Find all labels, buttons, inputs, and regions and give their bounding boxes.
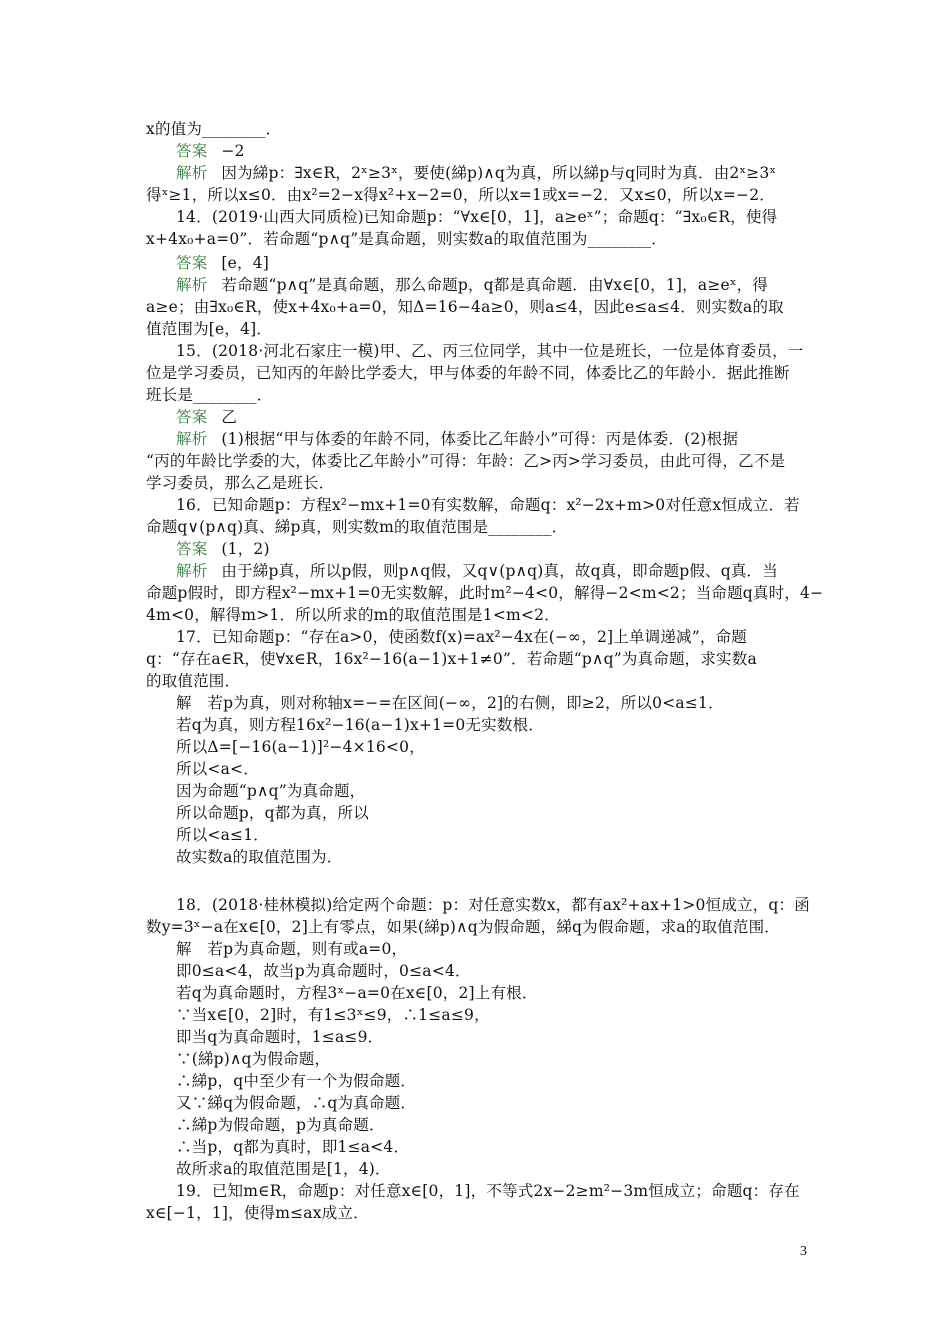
text-line [146, 228, 808, 250]
text-line [146, 472, 808, 494]
line-text: 14．(2019·山西大同质检)已知命题p：“∀x∈[0，1]，a≥eˣ”；命题q：“∃x₀∈R，使得 [176, 208, 778, 226]
line-text: ∵(綈p)∧q为假命题， [176, 1050, 331, 1068]
text-line [176, 140, 808, 162]
text-line [176, 1070, 808, 1092]
text-line [176, 736, 808, 758]
line-text: 由于綈p真，所以p假，则p∧q假，又q∨(p∧q)真，故q真，即命题p假、q真．当 [221, 562, 778, 580]
line-text: x∈[−1，1]，使得m≤ax成立． [146, 1204, 369, 1222]
text-line [176, 938, 808, 960]
text-line [146, 1202, 808, 1224]
line-text: 因为綈p：∃x∈R，2ˣ≥3ˣ，要使(綈p)∧q为真，所以綈p与q同时为真．由2ˣ≥3ˣ [221, 164, 777, 182]
text-line [176, 758, 808, 780]
text-line [176, 274, 808, 296]
line-text: 所以Δ=[−16(a−1)]²−4×16<0， [176, 738, 425, 756]
line-text: 4m<0，解得m>1．所以所求的m的取值范围是1<m<2． [146, 606, 560, 624]
line-text: 若命题“p∧q”是真命题，那么命题p，q都是真命题．由∀x∈[0，1]，a≥eˣ，得 [221, 276, 769, 294]
text-line [176, 1180, 808, 1202]
line-text: x+4x₀+a=0”．若命题“p∧q”是真命题，则实数a的取值范围为________． [146, 230, 667, 248]
analysis-label: 解析 [176, 430, 208, 448]
text-line [176, 846, 808, 868]
text-line [176, 206, 808, 228]
text-line [176, 1114, 808, 1136]
line-text: 解 若p为真命题，则有或a=0， [176, 940, 408, 958]
line-text: 若q为真，则方程16x²−16(a−1)x+1=0无实数根． [176, 716, 544, 734]
text-line [176, 1092, 808, 1114]
line-text: 因为命题“p∧q”为真命题， [176, 782, 366, 800]
text-line [146, 582, 824, 604]
text-line [176, 692, 808, 714]
line-text: “丙的年龄比学委的大，体委比乙年龄小”可得：年龄：乙>丙>学习委员，由此可得，乙不是 [146, 452, 786, 470]
line-text: ∵当x∈[0，2]时，有1≤3ˣ≤9，∴1≤a≤9， [176, 1006, 490, 1024]
text-line [176, 340, 808, 362]
text-line [146, 648, 808, 670]
text-line [176, 1158, 808, 1180]
text-line [176, 1136, 808, 1158]
line-text: ∴当p，q都为真时，即1≤a<4． [176, 1138, 410, 1156]
text-line [176, 824, 808, 846]
text-line [176, 960, 808, 982]
line-text: 数y=3ˣ−a在x∈[0，2]上有零点，如果(綈p)∧q为假命题，綈q为假命题，求a的取值范围． [146, 918, 780, 936]
text-line [176, 428, 808, 450]
analysis-label: 解析 [176, 562, 208, 580]
line-text: 得ˣ≥1，所以x≤0．由x²=2−x得x²+x−2=0，所以x=1或x=−2．又x≤0，所以x=−2． [146, 186, 775, 204]
text-line [176, 780, 808, 802]
line-text: 解 若p为真，则对称轴x=−=在区间(−∞，2]的右侧，即≥2，所以0<a≤1． [176, 694, 724, 712]
answer-label: 答案 [176, 254, 208, 272]
page-number: 3 [800, 1244, 807, 1259]
text-line [176, 1048, 808, 1070]
text-line [176, 406, 808, 428]
analysis-label: 解析 [176, 276, 208, 294]
text-line [176, 1004, 808, 1026]
line-text: 17．已知命题p：“存在a>0，使函数f(x)=ax²−4x在(−∞，2]上单调递减”，命题 [176, 628, 747, 646]
line-text: (1，2) [221, 540, 270, 558]
text-line [146, 604, 808, 626]
line-text: 19．已知m∈R，命题p：对任意x∈[0，1]，不等式2x−2≥m²−3m恒成立；命题q：存在 [176, 1182, 800, 1200]
text-line [146, 670, 808, 692]
line-text: 班长是________． [146, 386, 273, 404]
text-line [146, 384, 808, 406]
line-text: 又∵綈q为假命题，∴q为真命题． [176, 1094, 417, 1112]
text-line [146, 296, 808, 318]
text-line [146, 916, 808, 938]
text-line [176, 162, 808, 184]
line-text: 所以命题p，q都为真，所以 [176, 804, 369, 822]
line-text: a≥e；由∃x₀∈R，使x+4x₀+a=0，知Δ=16−4a≥0，则a≤4，因此e≤a≤4．则实数a的取 [146, 298, 784, 316]
text-line [176, 560, 808, 582]
line-text: 位是学习委员，已知丙的年龄比学委大，甲与体委的年龄不同，体委比乙的年龄小．据此推断 [146, 364, 790, 382]
text-line [176, 1026, 808, 1048]
answer-label: 答案 [176, 540, 208, 558]
answer-label: 答案 [176, 408, 208, 426]
line-text: 命题q∨(p∧q)真、綈p真，则实数m的取值范围是________． [146, 518, 568, 536]
line-text: ∴綈p为假命题，p为真命题． [176, 1116, 385, 1134]
text-line [146, 118, 808, 140]
line-text: −2 [221, 142, 245, 160]
text-line [176, 252, 808, 274]
line-text: 所以<a≤1． [176, 826, 269, 844]
line-text: 即0≤a<4，故当p为真命题时，0≤a<4． [176, 962, 471, 980]
text-line [176, 626, 808, 648]
line-text: 16．已知命题p：方程x²−mx+1=0有实数解，命题q：x²−2x+m>0对任意x恒成立．若 [176, 496, 800, 514]
line-text: 若q为真命题时，方程3ˣ−a=0在x∈[0，2]上有根． [176, 984, 538, 1002]
line-text: 所以<a<． [176, 760, 259, 778]
analysis-label: 解析 [176, 164, 208, 182]
text-line [176, 538, 808, 560]
line-text: q：“存在a∈R，使∀x∈R，16x²−16(a−1)x+1≠0”．若命题“p∧q”为真命题，求实数a [146, 650, 757, 668]
answer-label: 答案 [176, 142, 208, 160]
text-line [146, 516, 808, 538]
text-line [176, 894, 808, 916]
line-text: (1)根据“甲与体委的年龄不同，体委比乙年龄小”可得：丙是体委．(2)根据 [221, 430, 739, 448]
text-line [176, 982, 808, 1004]
line-text: [e，4] [221, 254, 270, 272]
line-text: ∴綈p，q中至少有一个为假命题． [176, 1072, 417, 1090]
line-text: 故所求a的取值范围是[1，4)． [176, 1160, 391, 1178]
line-text: 18．(2018·桂林模拟)给定两个命题：p：对任意实数x，都有ax²+ax+1>0恒成立，q：函 [176, 896, 810, 914]
text-line [176, 494, 808, 516]
text-line [176, 802, 808, 824]
line-text: 15．(2018·河北石家庄一模)甲、乙、丙三位同学，其中一位是班长，一位是体育委员，一 [176, 342, 804, 360]
line-text: 乙 [221, 408, 238, 426]
text-line [146, 362, 808, 384]
line-text: 即当q为真命题时，1≤a≤9． [176, 1028, 384, 1046]
text-line [176, 714, 808, 736]
line-text: 故实数a的取值范围为． [176, 848, 343, 866]
line-text: 学习委员，那么乙是班长． [146, 474, 335, 492]
text-line [146, 450, 808, 472]
line-text: 命题p假时，即方程x²−mx+1=0无实数解，此时m²−4<0，解得−2<m<2；当命题q真时，4− [146, 584, 824, 602]
text-line [146, 318, 808, 340]
line-text: x的值为________． [146, 120, 282, 138]
line-text: 值范围为[e，4]． [146, 320, 273, 338]
text-line [146, 184, 808, 206]
line-text: 的取值范围． [146, 672, 241, 690]
